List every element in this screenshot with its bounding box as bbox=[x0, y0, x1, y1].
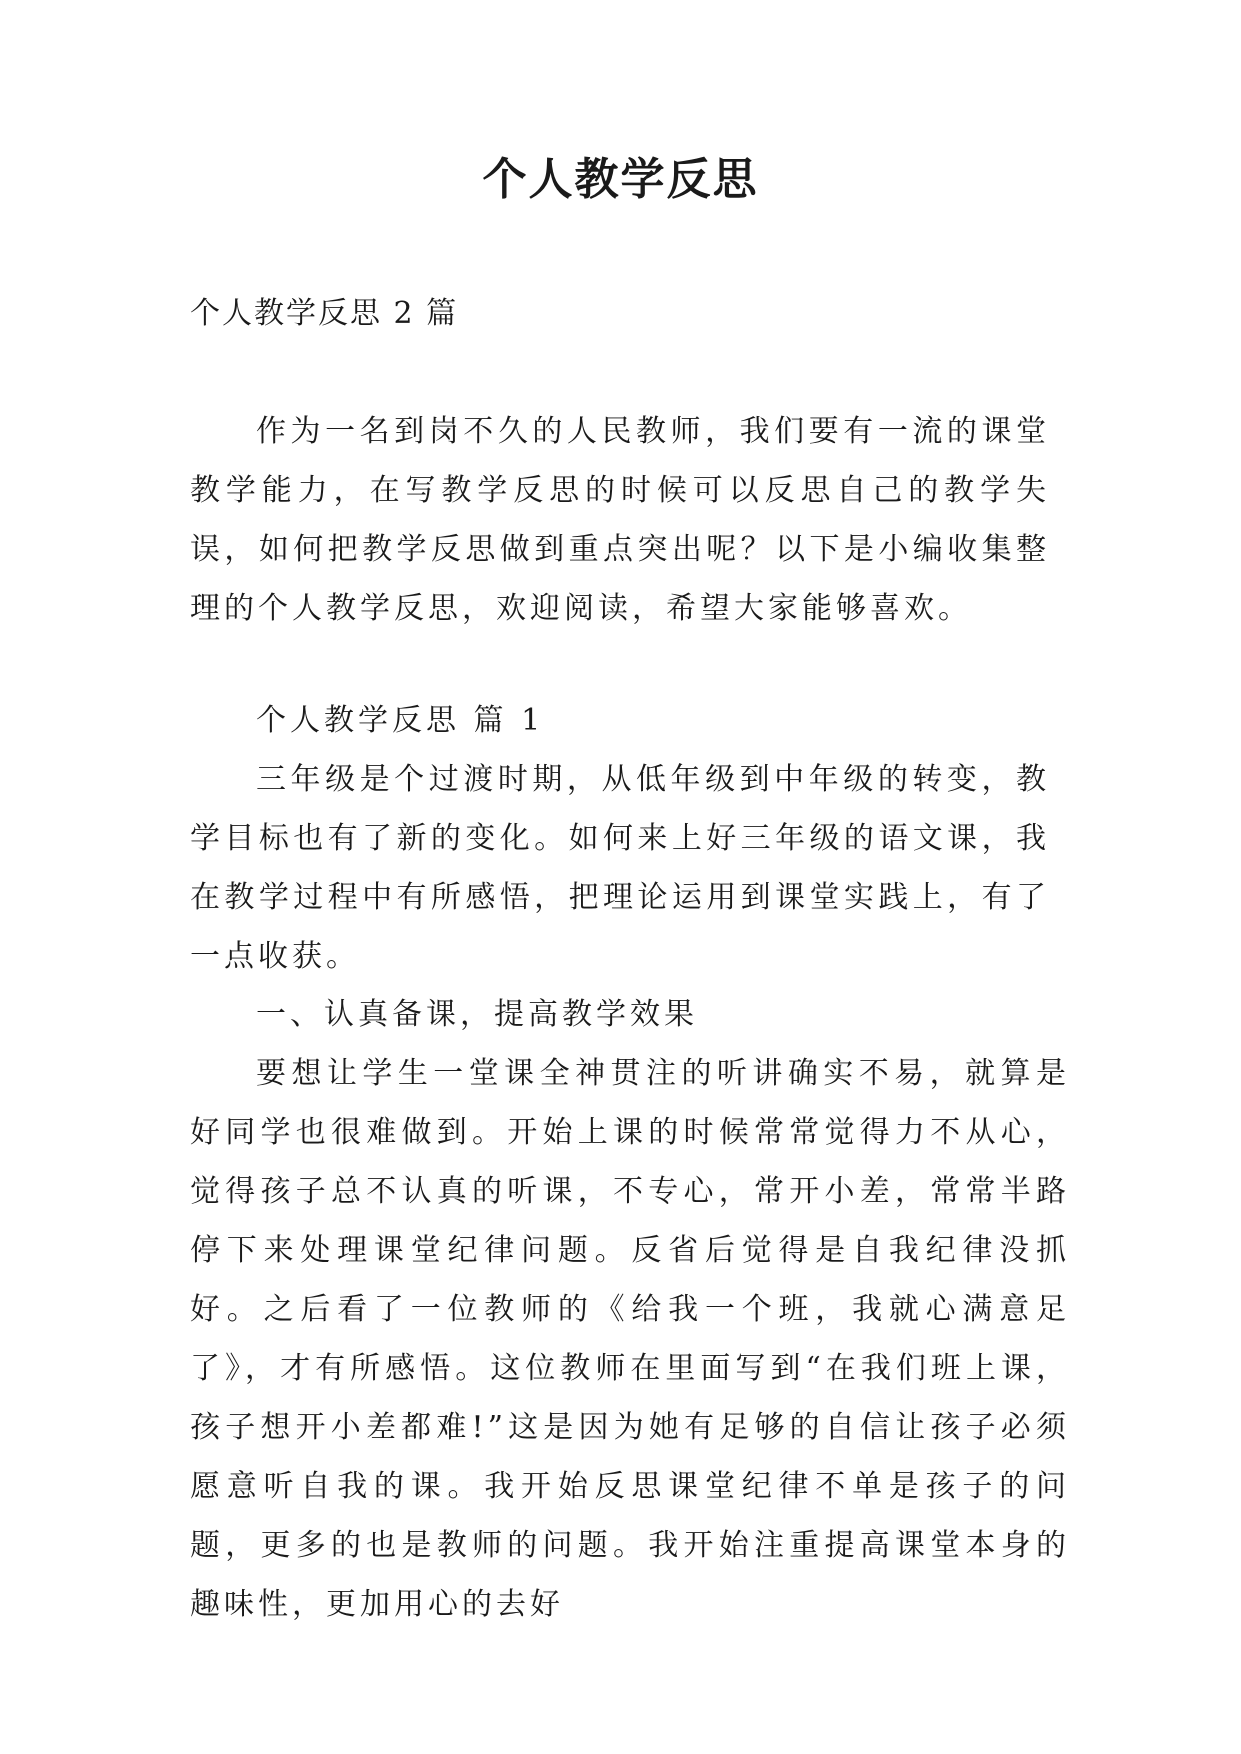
paragraph-2: 要想让学生一堂课全神贯注的听讲确实不易，就算是好同学也很难做到。开始上课的时候常常觉得力不从心，觉得孩子总不认真的听课，不专心，常开小差，常常半路停下来处理课堂纪律问题。反省后觉得是自我纪律没抓好。之后看了一位教师的《给我一个班，我就心满意足了》，才有所感悟。这位教师在里面写到“在我们班上课，孩子想开小差都难!”这是因为她有足够的自信让孩子必须愿意听自我的课。我开始反思课堂纪律不单是孩子的问题，更多的也是教师的问题。我开始注重提高课堂本身的趣味性，更加用心的去好 bbox=[190, 1056, 1070, 1622]
document-title: 个人教学反思 bbox=[482, 154, 759, 205]
section-heading: 个人教学反思 篇 1 bbox=[256, 703, 545, 738]
subheading-1: 一、认真备课，提高教学效果 bbox=[256, 997, 698, 1032]
paragraph-1: 三年级是个过渡时期，从低年级到中年级的转变，教学目标也有了新的变化。如何来上好三年级的语文课，我在教学过程中有所感悟，把理论运用到课堂实践上，有了一点收获。 bbox=[190, 762, 1050, 974]
document-subtitle: 个人教学反思 2 篇 bbox=[190, 296, 459, 331]
intro-paragraph: 作为一名到岗不久的人民教师，我们要有一流的课堂教学能力，在写教学反思的时候可以反思自己的教学失误，如何把教学反思做到重点突出呢？以下是小编收集整理的个人教学反思，欢迎阅读，希望大家能够喜欢。 bbox=[190, 414, 1050, 626]
